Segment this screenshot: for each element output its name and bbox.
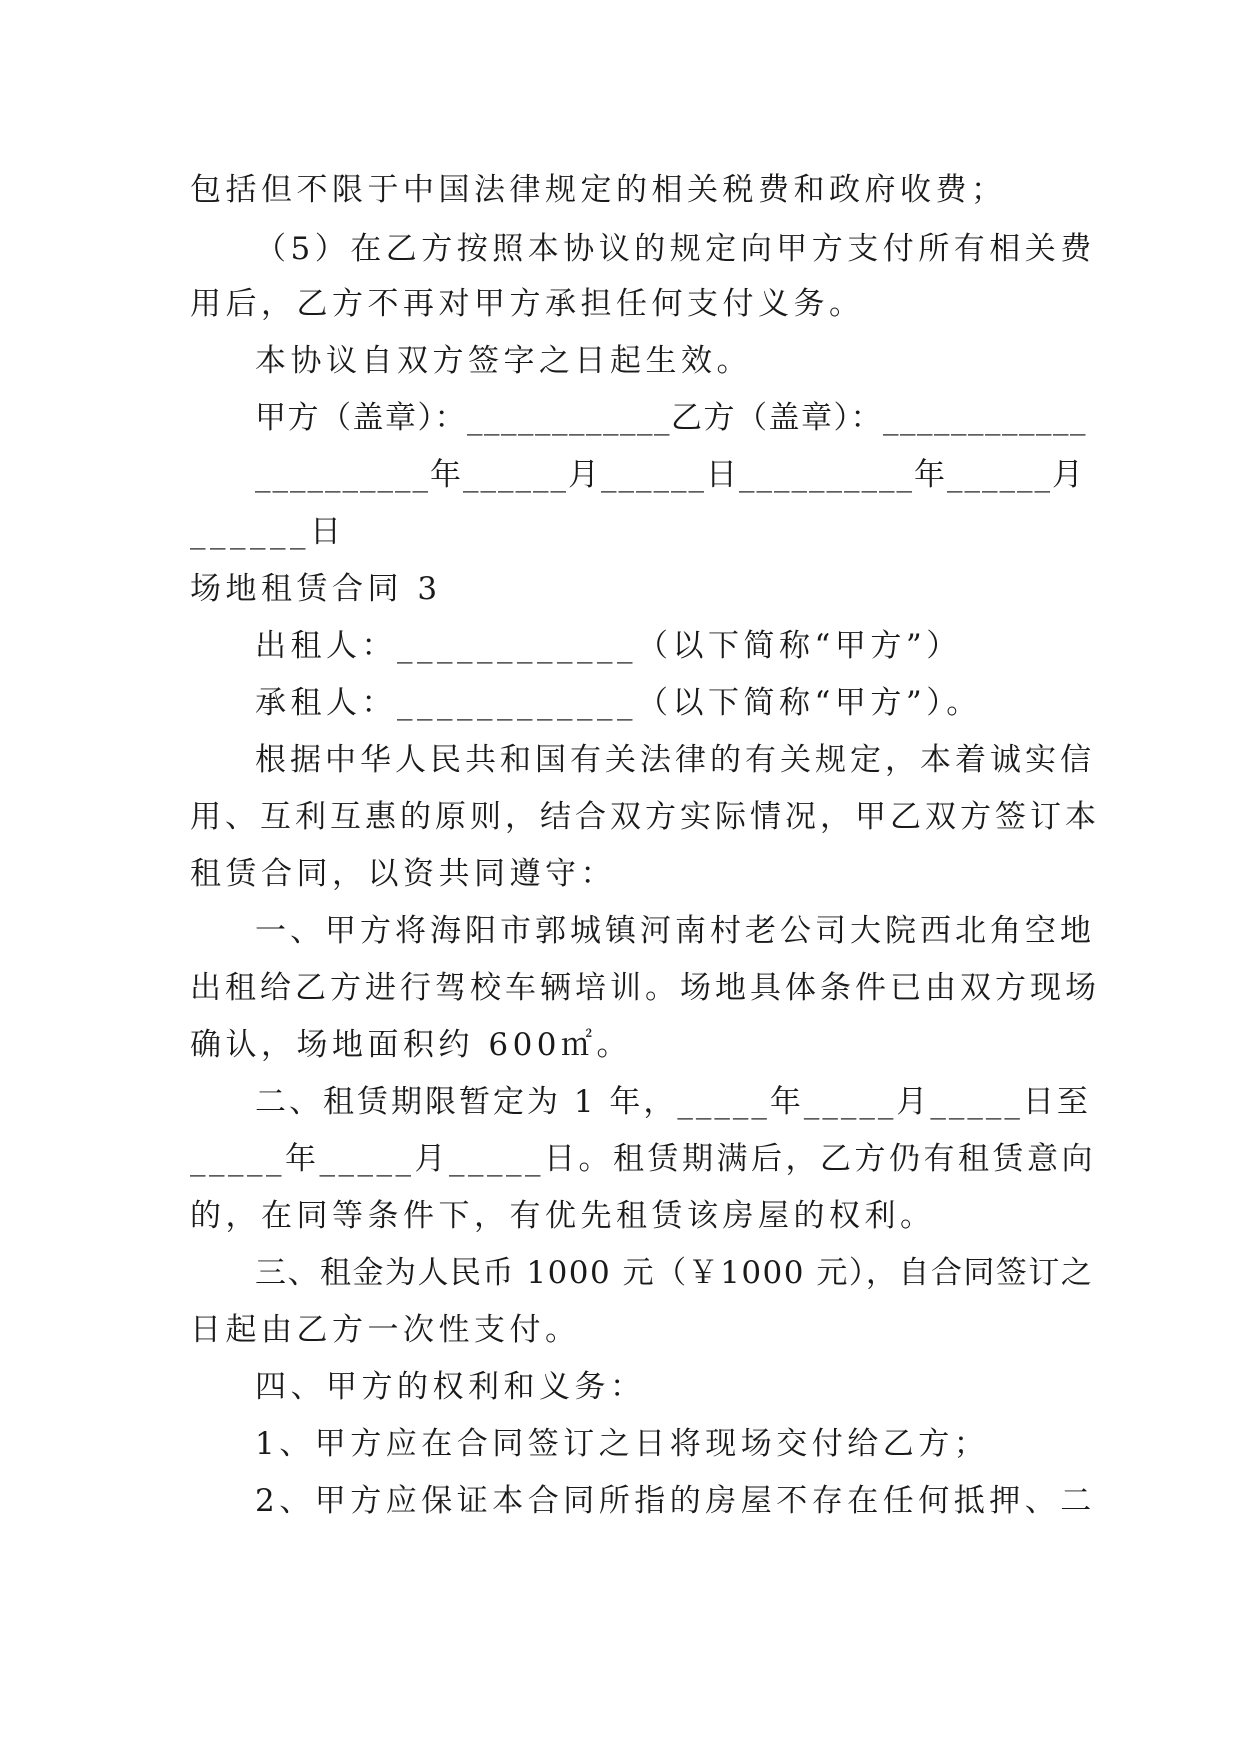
paragraph-line: 三、租金为人民币 1000 元（￥1000 元），自合同签订之 bbox=[255, 1255, 1094, 1291]
paragraph-line: 二、租赁期限暂定为 1 年，_____年_____月_____日至 bbox=[255, 1084, 1091, 1120]
lessor-line: 出租人：____________（以下简称“甲方”） bbox=[255, 628, 962, 664]
lessee-line: 承租人：____________（以下简称“甲方”）。 bbox=[255, 685, 982, 721]
paragraph-line: 一、甲方将海阳市郭城镇河南村老公司大院西北角空地 bbox=[255, 913, 1095, 949]
paragraph-line: 本协议自双方签字之日起生效。 bbox=[255, 343, 752, 379]
paragraph-line: 日起由乙方一次性支付。 bbox=[190, 1312, 581, 1348]
paragraph-line: 出租给乙方进行驾校车辆培训。场地具体条件已由双方现场 bbox=[190, 970, 1100, 1006]
signature-line: 甲方（盖章）：____________乙方（盖章）：____________ bbox=[255, 400, 1087, 436]
paragraph-line: 1、甲方应在合同签订之日将现场交付给乙方； bbox=[255, 1426, 990, 1462]
paragraph-line: 确认，场地面积约 600㎡。 bbox=[190, 1027, 633, 1063]
paragraph-line: 用后，乙方不再对甲方承担任何支付义务。 bbox=[190, 286, 865, 322]
paragraph-line: 租赁合同，以资共同遵守： bbox=[190, 856, 616, 892]
paragraph-line: _____年_____月_____日。租赁期满后，乙方仍有租赁意向 bbox=[190, 1141, 1096, 1177]
paragraph-line: 包括但不限于中国法律规定的相关税费和政府收费； bbox=[190, 172, 1007, 208]
paragraph-line: 根据中华人民共和国有关法律的有关规定，本着诚实信 bbox=[255, 742, 1095, 778]
paragraph-line: 2、甲方应保证本合同所指的房屋不存在任何抵押、二 bbox=[255, 1483, 1096, 1519]
date-line: __________年______月______日__________年______月 bbox=[255, 457, 1085, 493]
date-line: ______日 bbox=[190, 514, 346, 550]
paragraph-line: 的，在同等条件下，有优先租赁该房屋的权利。 bbox=[190, 1198, 936, 1234]
paragraph-line: 四、甲方的权利和义务： bbox=[255, 1369, 646, 1405]
paragraph-line: （5）在乙方按照本协议的规定向甲方支付所有相关费 bbox=[255, 231, 1096, 267]
paragraph-line: 用、互利互惠的原则，结合双方实际情况，甲乙双方签订本 bbox=[190, 799, 1100, 835]
section-heading: 场地租赁合同 3 bbox=[190, 571, 442, 607]
